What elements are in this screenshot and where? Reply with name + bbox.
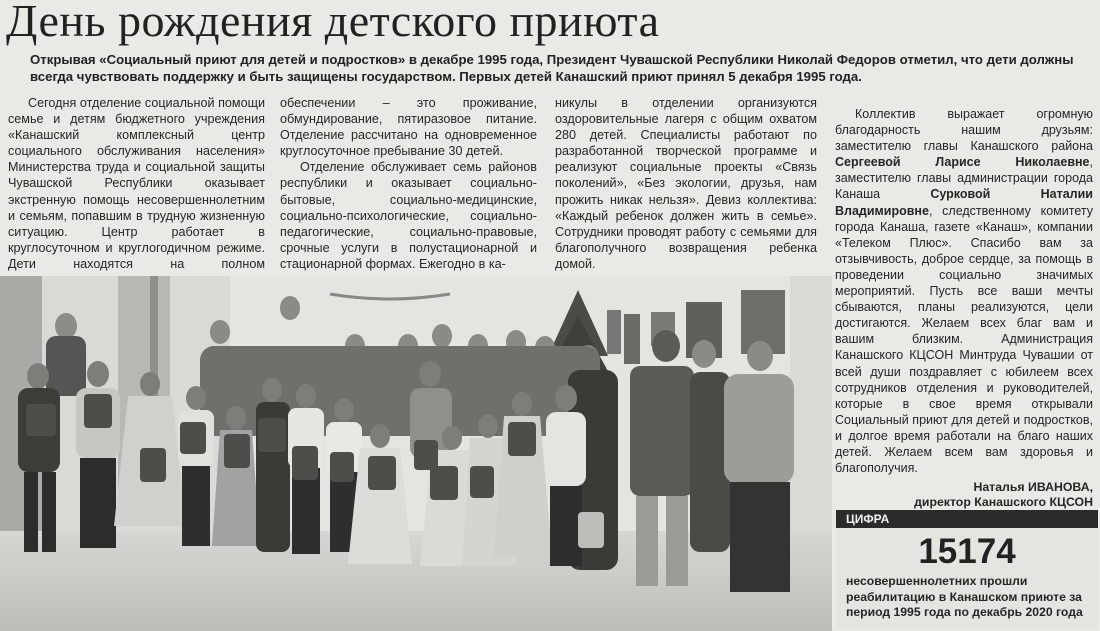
column-2-paragraph-2: Отделение обслуживает семь районов республики и оказывает социально-бытовые, социально-медицинские, социально-психологические, социально-педагогические, социально-правовые, срочные услуги в полустационарной и стационарной формах. Ежегодно в ка- [280,160,537,271]
column-3 [555,95,817,272]
thanks-name-1: Сергеевой Ларисе Николаевне [835,155,1090,170]
wall-picture [607,310,621,354]
column-1-text: Сегодня отделение социальной помощи семье и детям бюджетного учреждения «Канашский комплексный центр социального обслуживания населения» Министерства труда и социальной защиты Чувашской Республики оказывает экстренную помощь несовершеннолетним и семьям, попавшим в трудную жизненную ситуацию. Центр работает в круглосуточном и круглогодичном режиме. Дети находятся на полном [8,96,265,271]
thanks-text-2: , заместителю главы администрации города Канаша [835,155,1093,202]
column-3-text: никулы в отделении организуются оздоровительные лагеря с общим охватом 280 детей. Специалисты работают по разработанной творческой программе и реализуют социальные проекты «Связь поколений», «Без экологии, друзья, нам прожить никак нельзя». Девиз коллектива: «Каждый ребенок должен жить в семье». Сотрудники проводят работу с семьями для благополучного возвращения ребенка домой. [555,96,817,271]
headline: День рождения детского приюта [6,0,660,46]
thanks-text-3: , следственному комитету города Канаша, газете «Канаш», компании «Телеком Плюс». Спасибо вам за отзывчивость, доброе сердце, за помощь в проведении социально значимых мероприятий. Пусть все ваши мечты сбываются, планы реализуются, цели достигаются. Желаем всех благ вам и вашим близким. Администрация Канашского КЦСОН Минтруда Чувашии от всей души поздравляет с юбилеем всех сотрудников отделения и руководителей, которые в свое время открывали Социальный приют для детей и подростков, и долгое время работали на благо наших детей. Желаем всем вам здоровья и благополучия. [835,203,1093,476]
figure-box-label: ЦИФРА [836,510,1098,528]
column-1 [8,95,265,288]
lead-paragraph: Открывая «Социальный приют для детей и подростков» в декабре 1995 года, Президент Чувашской Республики Николай Федоров отметил, что дети должны всегда чувствовать поддержку и быть защищены государством. Первых детей Канашский приют принял 5 декабря 1995 года. [30,52,1074,84]
figure-box-text: несовершеннолетних прошли реабилитацию в Канашском приюте за период 1995 года по декабрь 2020 года [846,574,1083,619]
gift-bag [578,512,604,548]
thanks-text-1: Коллектив выражает огромную благодарность нашим друзьям: заместителю главы Канашского района [835,107,1093,154]
group-photo [0,276,832,631]
figure-box [836,510,1098,629]
signature-name: Наталья ИВАНОВА, [973,480,1093,495]
wall-picture [624,314,640,364]
signature-position: директор Канашского КЦСОН [914,495,1093,510]
figure-box-number: 15174 [918,532,1016,571]
column-2-paragraph-1: обеспечении – это проживание, обмундирование, пятиразовое питание. Отделение рассчитано на одновременное круглосуточное пребывание 30 детей. [280,96,537,159]
thanks-name-2: Сурковой Наталии Владимировне [835,187,1093,218]
column-4-text [835,106,1093,476]
signature [835,480,1093,510]
column-4 [835,106,1093,510]
column-2 [280,95,537,272]
